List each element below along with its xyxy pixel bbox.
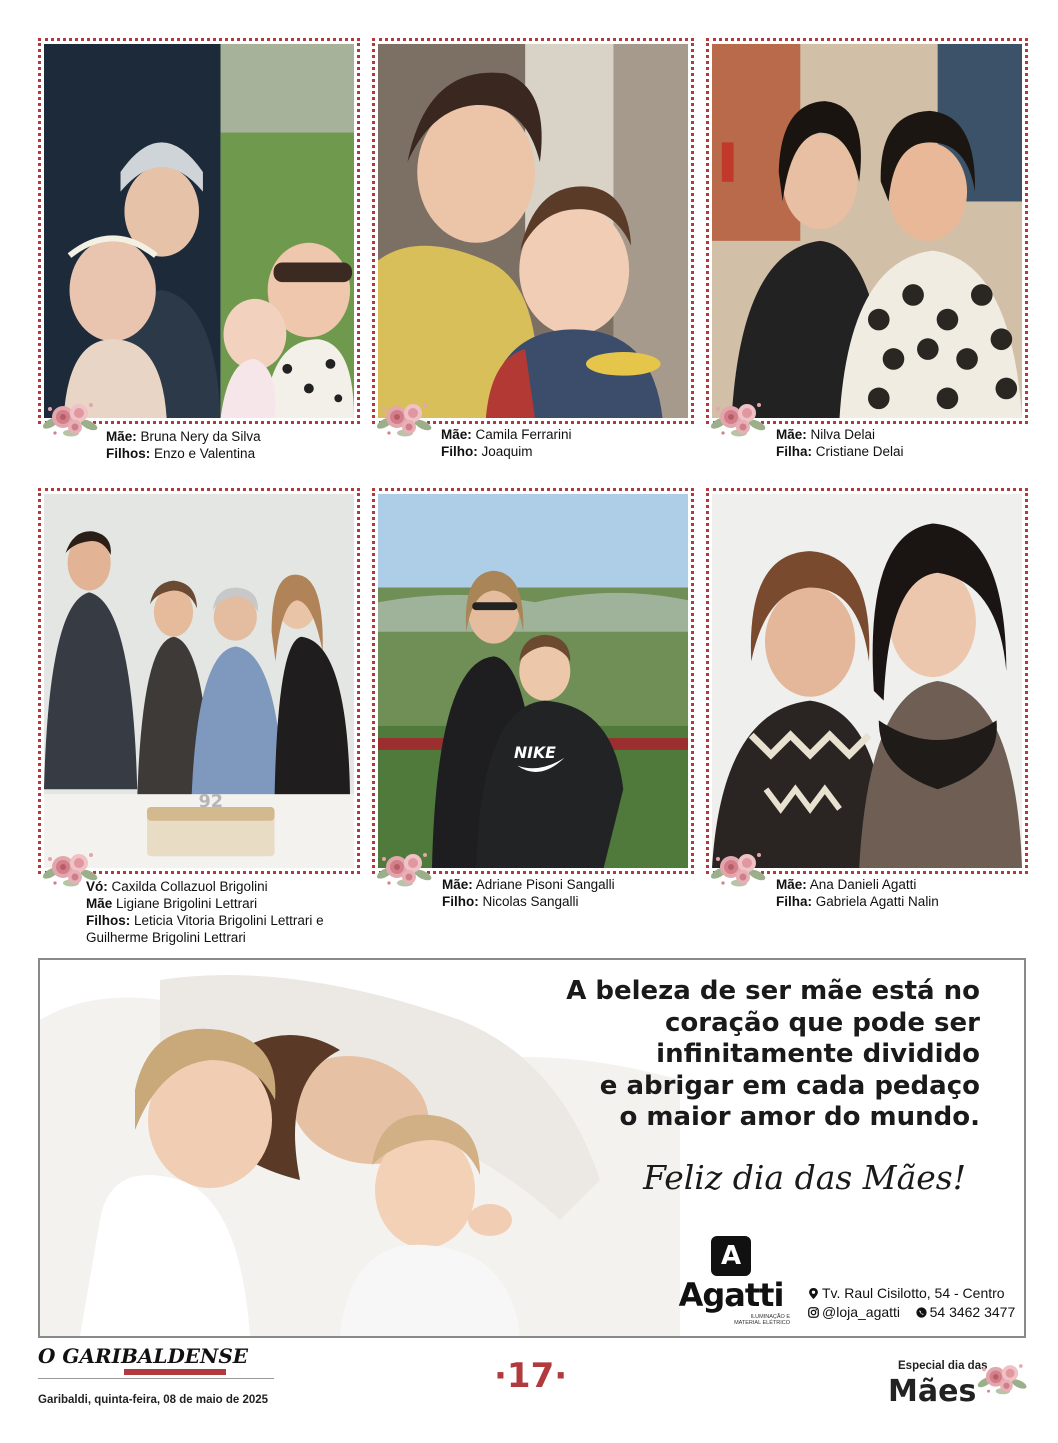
photo-camila-joaquim [378, 44, 688, 418]
quote-line: e abrigar em cada pedaço [599, 1070, 980, 1101]
agatti-tagline-2: MATERIAL ELÉTRICO [734, 1320, 790, 1326]
photo-frame-3 [706, 38, 1028, 424]
newspaper-logo: O GARIBALDENSE [38, 1344, 248, 1368]
ad-quote [460, 976, 980, 1134]
special-edition-title: Mães [888, 1374, 977, 1409]
photo-frame-6 [706, 488, 1028, 874]
caption-photo-6: Mãe: Ana Danieli Agatti Filha: Gabriela Agatti Nalin [776, 877, 939, 909]
caption-photo-1: Mãe: Bruna Nery da Silva Filhos: Enzo e Valentina [106, 429, 261, 461]
quote-line: coração que pode ser [664, 1007, 980, 1038]
quote-line: A beleza de ser mãe está no [566, 976, 980, 1006]
agatti-logo [668, 1236, 794, 1332]
social-row: @loja_agatti 54 3462 3477 [808, 1303, 1015, 1322]
newspaper-logo-band [124, 1369, 226, 1375]
svg-text:NIKE: NIKE [514, 742, 556, 762]
photo-brigolini-family [44, 494, 354, 868]
flower-decoration-icon [709, 843, 767, 887]
address-row: Tv. Raul Cisilotto, 54 - Centro [808, 1284, 1015, 1303]
quote-line: o maior amor do mundo. [619, 1102, 980, 1132]
caption-photo-4: Vó: Caxilda Collazuol Brigolini Mãe Ligiane Brigolini Lettrari Filhos: Leticia Vitoria Brigolini Lettrari e Guilherme Brigolini Lettrari [86, 879, 324, 945]
photo-frame-1 [38, 38, 360, 424]
flower-decoration-icon [375, 843, 433, 887]
photo-ana-gabriela [712, 494, 1022, 868]
map-pin-icon [808, 1288, 819, 1299]
quote-line: infinitamente dividido [656, 1039, 980, 1069]
photo-frame-2 [372, 38, 694, 424]
photo-adriane-nicolas [378, 494, 688, 868]
caption-photo-3: Mãe: Nilva Delai Filha: Cristiane Delai [776, 427, 904, 459]
photo-frame-5 [372, 488, 694, 874]
photo-nilva-cristiane [712, 44, 1022, 418]
whatsapp-icon [916, 1307, 927, 1318]
caption-photo-5: Mãe: Adriane Pisoni Sangalli Filho: Nicolas Sangalli [442, 877, 615, 909]
svg-text:92: 92 [198, 791, 224, 812]
agatti-contact [808, 1284, 1015, 1322]
flower-decoration-icon [41, 393, 99, 437]
page-number: ·17· [494, 1356, 568, 1396]
instagram-icon [808, 1307, 819, 1318]
agatti-advertisement [38, 958, 1026, 1338]
agatti-logo-badge: A [711, 1236, 751, 1276]
flower-decoration-icon [709, 393, 767, 437]
footer-divider [38, 1378, 274, 1379]
ad-greeting: Feliz dia das Mães! [643, 1158, 966, 1197]
photo-bruna-enzo-valentina [44, 44, 354, 418]
special-edition-label: Especial dia das [898, 1360, 988, 1372]
agatti-tagline-1: ILUMINAÇÃO E [750, 1314, 790, 1320]
flower-decoration-icon [976, 1352, 1028, 1398]
flower-decoration-icon [375, 393, 433, 437]
caption-photo-2: Mãe: Camila Ferrarini Filho: Joaquim [441, 427, 572, 459]
agatti-brand-name: Agatti [678, 1276, 784, 1314]
edition-date: Garibaldi, quinta-feira, 08 de maio de 2025 [38, 1394, 269, 1406]
photo-frame-4 [38, 488, 360, 874]
